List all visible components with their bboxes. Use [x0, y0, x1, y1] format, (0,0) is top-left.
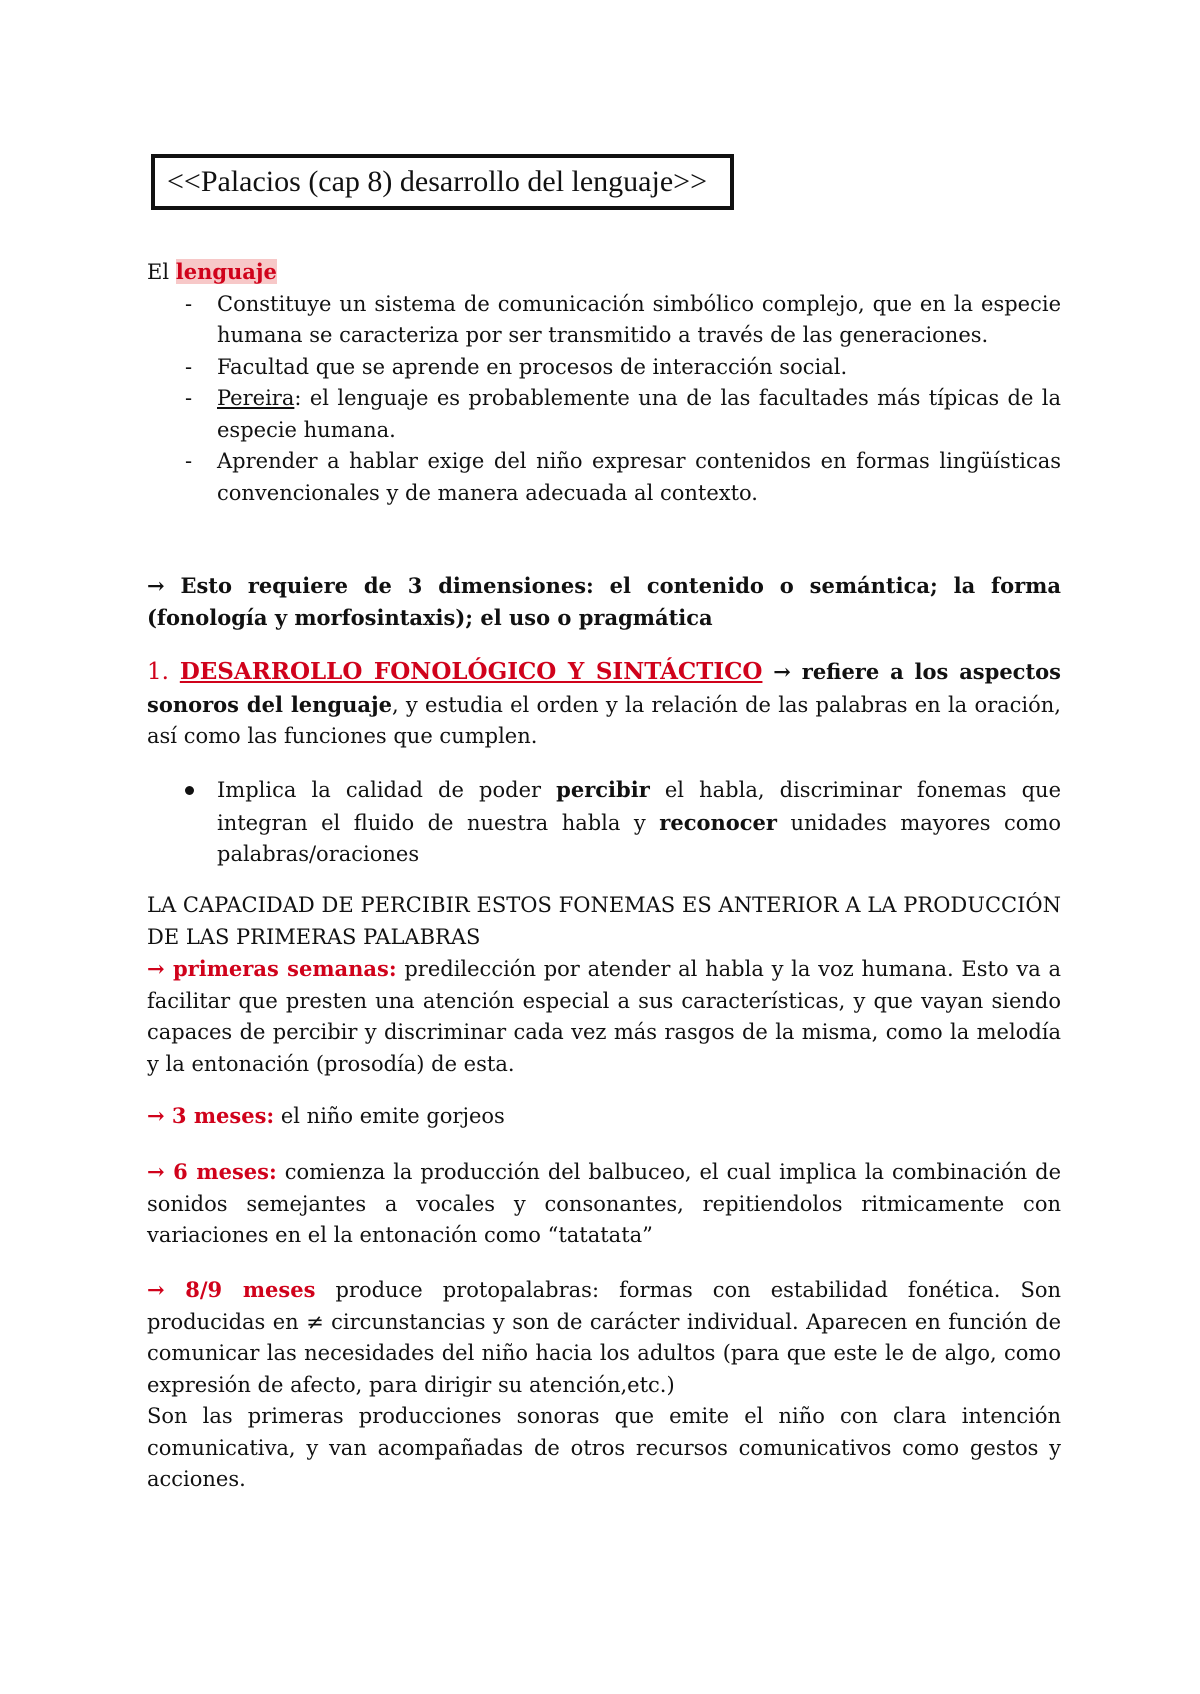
stage-text: produce protopalabras: formas con estabilidad fonética. Son producidas en ≠ circunstancias y son de carácter individual. Aparecen en función de comunicar las necesidades del niño hacia los adultos (para que este le de algo, como expresión de afecto, para dirigir su atención,etc.)	[147, 1278, 1061, 1397]
bullet-bold: percibir	[556, 777, 650, 802]
list-item-text: Constituye un sistema de comunicación simbólico complejo, que en la especie humana se caracteriza por ser transmitido a través de las generaciones.	[217, 291, 1061, 347]
list-item-text: Aprender a hablar exige del niño expresar contenidos en formas lingüísticas convencionales y de manera adecuada al contexto.	[217, 449, 1061, 505]
dimensions-paragraph: → Esto requiere de 3 dimensiones: el contenido o semántica; la forma (fonología y morfosintaxis); el uso o pragmática	[147, 573, 1061, 630]
stage-label: → 8/9 meses	[147, 1277, 316, 1302]
stage-text: el niño emite gorjeos	[274, 1104, 505, 1128]
bullet-text: unidades mayores como palabras/oraciones	[217, 810, 1061, 866]
bullet-text: Implica la calidad de poder	[217, 778, 557, 802]
section1-paragraph	[147, 656, 1061, 753]
list-item	[147, 446, 1061, 509]
capacity-heading: LA CAPACIDAD DE PERCIBIR ESTOS FONEMAS ES ANTERIOR A LA PRODUCCIÓN DE LAS PRIMERAS PALABRAS	[147, 893, 1061, 949]
stage-6-months	[147, 1156, 1061, 1252]
list-item-text: Facultad que se aprende en procesos de interacción social.	[217, 354, 848, 379]
bullet-list	[147, 774, 1061, 871]
section-heading: DESARROLLO FONOLÓGICO Y SINTÁCTICO	[179, 658, 763, 685]
bullet-text: el habla, discriminar fonemas que integran el fluido de nuestra habla y	[217, 778, 1062, 835]
intro-line	[147, 256, 1061, 289]
intro-prefix: El	[147, 260, 176, 284]
stage-8-9-followup: Son las primeras producciones sonoras que emite el niño con clara intención comunicativa, y van acompañadas de otros recursos comunicativos como gestos y acciones.	[147, 1404, 1061, 1491]
bullet-item	[147, 774, 1061, 871]
stage-label: → 3 meses:	[147, 1103, 275, 1128]
stages-section	[147, 890, 1061, 1080]
stage-text: predilección por atender al habla y la voz humana. Esto va a facilitar que presten una atención especial a sus características, y que vayan siendo capaces de percibir y discriminar cada vez más rasgos de la misma, como la melodía y la entonación (prosodía) de esta.	[147, 957, 1061, 1076]
definition-list	[147, 289, 1061, 510]
intro-term: lenguaje	[175, 259, 277, 284]
author-name: Pereira	[217, 386, 295, 410]
title-box	[151, 154, 734, 210]
section-description: , y estudia el orden y la relación de las palabras en la oración, así como las funciones que cumplen.	[147, 692, 1061, 748]
section-number: 1.	[147, 659, 180, 685]
stage-8-9-months	[147, 1274, 1061, 1401]
bullet-icon	[185, 786, 194, 795]
stage-3-months	[147, 1100, 1061, 1133]
stage-first-weeks	[147, 953, 1061, 1080]
stage-8-9-months-section	[147, 1274, 1061, 1496]
document-title: <<Palacios (cap 8) desarrollo del lenguaje>>	[167, 165, 707, 198]
list-item	[147, 352, 1061, 384]
list-item-text: : el lenguaje es probablemente una de las facultades más típicas de la especie humana.	[217, 386, 1061, 442]
stage-label: → 6 meses:	[147, 1159, 277, 1184]
section-definition: → refiere a los aspectos sonoros del lenguaje	[147, 659, 1061, 717]
list-item	[147, 289, 1061, 352]
stage-label: → primeras semanas:	[147, 956, 397, 981]
bullet-bold: reconocer	[659, 809, 777, 835]
stage-text: comienza la producción del balbuceo, el cual implica la combinación de sonidos semejantes a vocales y consonantes, repitiendolos ritmicamente con variaciones en el la entonación como “tatatata”	[147, 1160, 1062, 1247]
intro-section	[147, 256, 1061, 509]
list-item	[147, 383, 1061, 446]
